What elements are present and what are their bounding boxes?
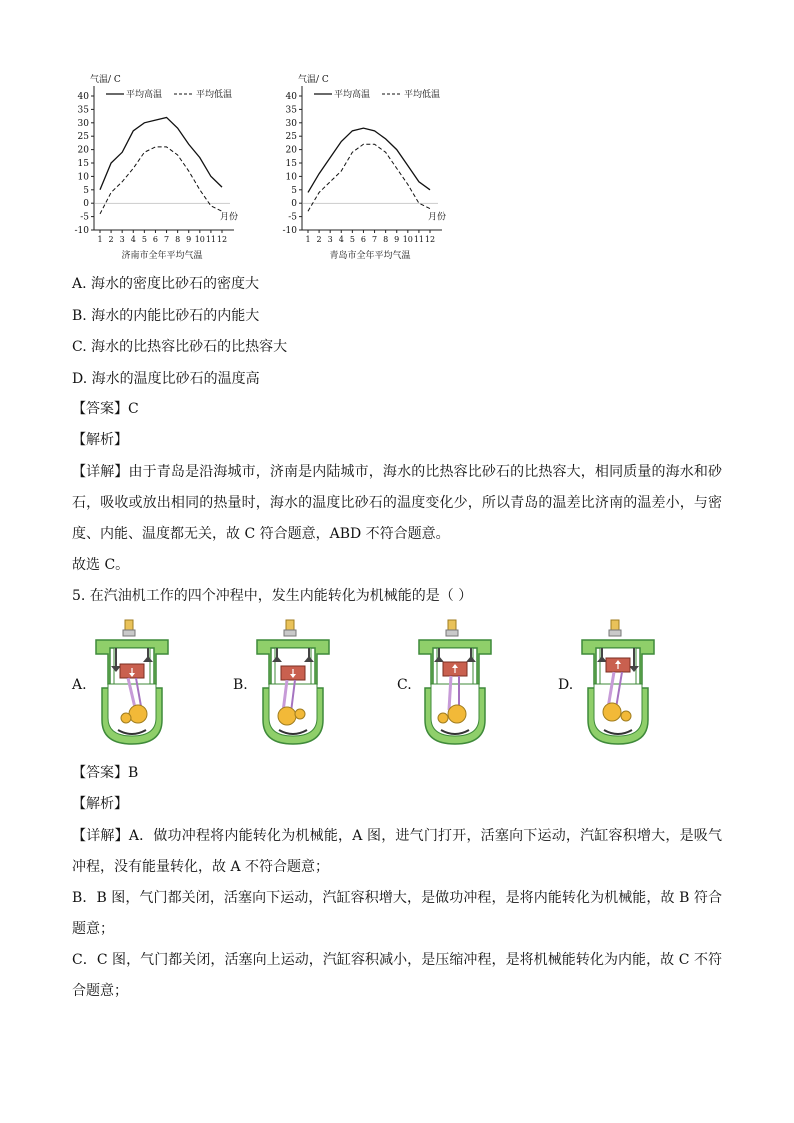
q5-analysis-label: 【解析】 [72, 796, 128, 812]
x-tick-label: 11 [205, 235, 217, 244]
legend-low-label: 平均低温 [196, 90, 233, 100]
x-tick-label: 7 [163, 235, 170, 244]
x-tick-label: 1 [305, 235, 311, 244]
q4-option-a: A. 海水的密度比砂石的密度大 [72, 276, 260, 292]
x-tick-label: 12 [424, 235, 436, 244]
x-tick-label: 10 [194, 235, 205, 244]
y-tick-label: -10 [74, 226, 89, 236]
series-high-line [308, 128, 430, 192]
x-axis-label: 月份 [220, 212, 239, 223]
qingdao-chart-svg [274, 66, 464, 266]
q5-detail-a: 【详解】A．做功冲程将内能转化为机械能，A 图，进气门打开，活塞向下运动，汽缸容积增大，是吸气冲程，没有能量转化，故 A 不符合题意； [72, 828, 722, 875]
legend-low-label: 平均低温 [404, 90, 441, 100]
x-axis-label: 月份 [428, 212, 447, 223]
q4-detail: 【详解】由于青岛是沿海城市，济南是内陆城市，海水的比热容比砂石的比热容大，相同质量的海水和砂石，吸收或放出相同的热量时，海水的温度比砂石的温度变化少，所以青岛的温差比济南的温差小，与密度、内能、温度都无关，故 C 符合题意，ABD 不符合题意。 [72, 464, 722, 542]
x-tick-label: 9 [186, 235, 192, 244]
x-tick-label: 4 [130, 235, 136, 244]
x-tick-label: 3 [119, 235, 125, 244]
y-tick-label: 0 [83, 199, 89, 210]
q4-conclusion: 故选 C。 [72, 557, 130, 573]
x-tick-label: 12 [216, 235, 228, 244]
x-tick-label: 11 [413, 235, 425, 244]
series-high-line [100, 117, 222, 189]
chart-caption: 青岛市全年平均气温 [329, 251, 411, 261]
engine-diagram-b [253, 618, 333, 752]
y-tick-label: 35 [77, 105, 89, 116]
engine-c-svg [415, 618, 495, 748]
jinan-chart-svg [66, 66, 256, 266]
y-tick-label: 15 [77, 159, 89, 169]
engine-d-svg [578, 618, 658, 748]
y-tick-label: 25 [77, 132, 89, 143]
q4-analysis-label: 【解析】 [72, 432, 128, 448]
y-tick-label: 30 [285, 118, 297, 129]
y-tick-label: -5 [80, 212, 89, 223]
q5-option-d-label: D. [558, 677, 574, 693]
x-tick-label: 8 [383, 235, 389, 244]
y-axis-label: 气温/ C [298, 75, 329, 85]
y-tick-label: 15 [285, 159, 297, 169]
engine-b-svg [253, 618, 333, 748]
legend-high-label: 平均高温 [126, 90, 163, 100]
x-tick-label: 10 [402, 235, 413, 244]
x-tick-label: 2 [108, 235, 114, 244]
y-tick-label: 25 [285, 132, 297, 143]
jinan-temperature-chart [66, 66, 256, 266]
x-tick-label: 6 [152, 235, 159, 244]
q4-option-c: C. 海水的比热容比砂石的比热容大 [72, 339, 288, 355]
x-tick-label: 3 [327, 235, 333, 244]
q5-question: 5. 在汽油机工作的四个冲程中，发生内能转化为机械能的是（ ） [72, 588, 473, 604]
x-tick-label: 7 [371, 235, 378, 244]
y-tick-label: 30 [77, 118, 89, 129]
engine-diagram-a [92, 618, 172, 752]
y-tick-label: 0 [291, 199, 297, 210]
legend-high-label: 平均高温 [334, 90, 371, 100]
y-tick-label: 40 [285, 92, 297, 102]
x-tick-label: 6 [360, 235, 367, 244]
q4-option-d: D. 海水的温度比砂石的温度高 [72, 371, 260, 387]
qingdao-temperature-chart [274, 66, 464, 266]
x-tick-label: 9 [394, 235, 400, 244]
q5-answer: 【答案】B [72, 765, 139, 781]
y-tick-label: 40 [77, 92, 89, 102]
series-low-line [308, 144, 430, 211]
q5-option-c-label: C. [397, 677, 412, 693]
x-tick-label: 5 [349, 235, 355, 244]
y-tick-label: 5 [83, 185, 89, 196]
y-tick-label: -5 [288, 212, 297, 223]
q5-detail-c: C．C 图，气门都关闭，活塞向上运动，汽缸容积减小，是压缩冲程，是将机械能转化为内能，故 C 不符合题意； [72, 952, 722, 999]
x-tick-label: 8 [175, 235, 181, 244]
q5-option-b-label: B. [233, 677, 248, 693]
q4-answer: 【答案】C [72, 401, 139, 417]
x-tick-label: 5 [141, 235, 147, 244]
x-tick-label: 1 [97, 235, 103, 244]
engine-diagram-d [578, 618, 658, 752]
y-tick-label: 20 [77, 145, 89, 156]
q5-detail-b: B．B 图，气门都关闭，活塞向下运动，汽缸容积增大，是做功冲程，是将内能转化为机械能，故 B 符合题意； [72, 890, 722, 937]
y-tick-label: 5 [291, 185, 297, 196]
x-tick-label: 4 [338, 235, 344, 244]
q4-option-b: B. 海水的内能比砂石的内能大 [72, 308, 260, 324]
y-tick-label: 35 [285, 105, 297, 116]
series-low-line [100, 147, 222, 214]
chart-caption: 济南市全年平均气温 [121, 251, 203, 261]
engine-a-svg [92, 618, 172, 748]
y-tick-label: 10 [285, 172, 297, 183]
x-tick-label: 2 [316, 235, 322, 244]
y-axis-label: 气温/ C [90, 75, 121, 85]
engine-diagram-c [415, 618, 495, 752]
y-tick-label: 10 [77, 172, 89, 183]
y-tick-label: -10 [282, 226, 297, 236]
q5-option-a-label: A. [72, 677, 87, 693]
y-tick-label: 20 [285, 145, 297, 156]
